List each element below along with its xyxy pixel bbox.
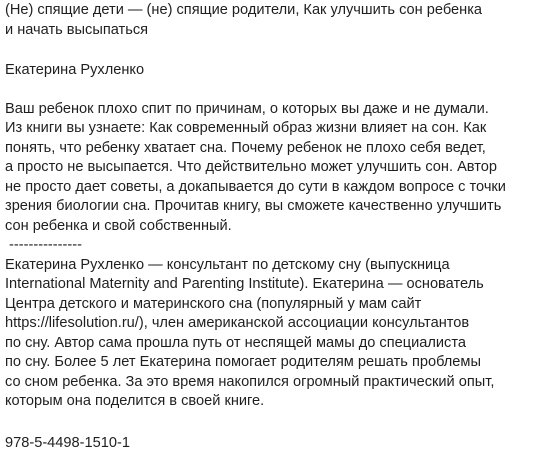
bio-line: International Maternity and Parenting Institute). Екатерина — основатель	[5, 275, 550, 295]
bio-line: по сну. Автор сама прошла путь от неспящей мамы до специалиста	[5, 334, 550, 354]
bio-line: https://lifesolution.ru/), член американской ассоциации консультантов	[5, 314, 550, 334]
book-title-line: (Не) спящие дети — (не) спящие родители, Как улучшить сон ребенка	[5, 1, 550, 21]
description-line: понять, что ребенку хватает сна. Почему ребенок не плохо себя ведет,	[5, 139, 550, 159]
description-line: не просто дает советы, а докапывается до сути в каждом вопросе с точки	[5, 178, 550, 198]
description-line: зрения биологии сна. Прочитав книгу, вы сможете качественно улучшить	[5, 197, 550, 217]
bio-line: Центра детского и материнского сна (популярный у мам сайт	[5, 295, 550, 315]
document	[5, 0, 550, 453]
separator-line: ---------------	[5, 236, 550, 256]
bio-line: со сном ребенка. За это время накопился огромный практический опыт,	[5, 373, 550, 393]
bio-line: которым она поделится в своей книге.	[5, 392, 550, 412]
isbn	[5, 434, 550, 453]
bio-line: Екатерина Рухленко — консультант по детскому сну (выпускница	[5, 256, 550, 276]
book-title-line: и начать высыпаться	[5, 21, 550, 41]
description-line: Ваш ребенок плохо спит по причинам, о которых вы даже и не думали.	[5, 100, 550, 120]
book-title	[5, 0, 550, 40]
isbn-text: 978-5-4498-1510-1	[5, 434, 550, 453]
author-name-text: Екатерина Рухленко	[5, 61, 550, 81]
author-name	[5, 61, 550, 81]
description-line: а просто не высыпается. Что действительно может улучшить сон. Автор	[5, 158, 550, 178]
book-description	[5, 100, 550, 256]
bio-line: по сну. Более 5 лет Екатерина помогает родителям решать проблемы	[5, 353, 550, 373]
description-line: сон ребенка и свой собственный.	[5, 217, 550, 237]
description-line: Из книги вы узнаете: Как современный образ жизни влияет на сон. Как	[5, 119, 550, 139]
author-bio	[5, 256, 550, 412]
